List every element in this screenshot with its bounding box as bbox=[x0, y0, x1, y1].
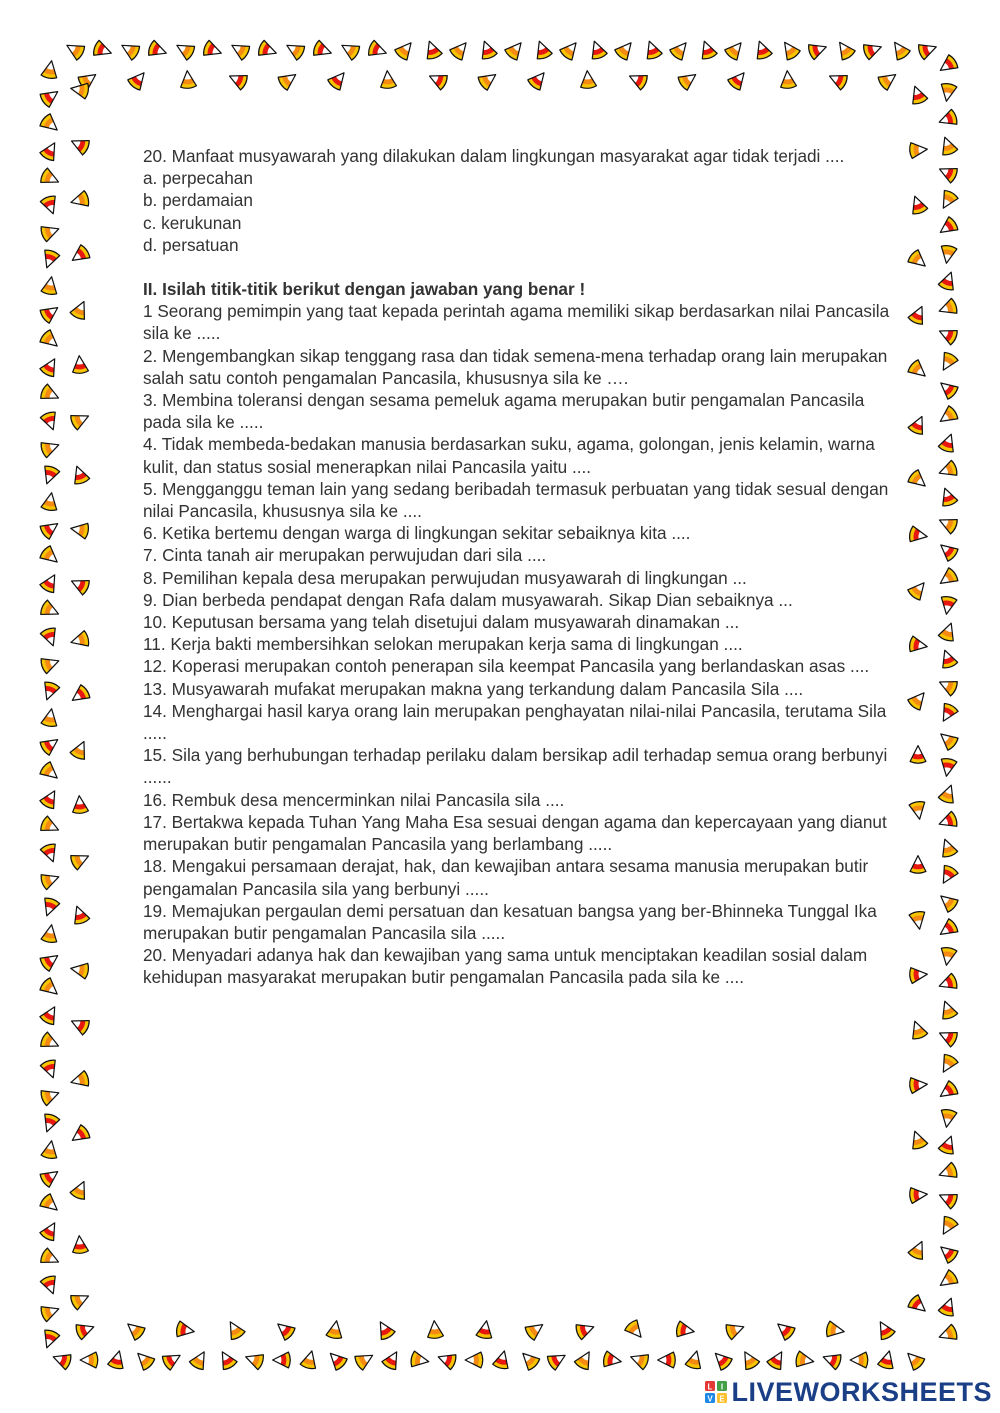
candy-corn-icon bbox=[910, 746, 926, 764]
candy-corn-icon bbox=[524, 1318, 548, 1341]
candy-corn-icon bbox=[909, 966, 928, 983]
candy-corn-icon bbox=[766, 1348, 789, 1371]
candy-corn-icon bbox=[936, 918, 960, 941]
candy-corn-icon bbox=[39, 949, 63, 972]
candy-corn-icon bbox=[39, 733, 63, 756]
fill-item: 2. Mengembangkan sikap tenggang rasa dan tidak semena-mena terhadap orang lain merupakan salah satu contoh pengamalan Pancasila, khususnya sila ke …. bbox=[143, 345, 888, 388]
candy-corn-icon bbox=[862, 39, 884, 60]
candy-corn-icon bbox=[69, 630, 90, 650]
candy-corn-icon bbox=[273, 1318, 297, 1341]
candy-corn-icon bbox=[40, 1301, 62, 1322]
candy-corn-icon bbox=[215, 1348, 238, 1371]
candy-corn-icon bbox=[39, 897, 60, 919]
candy-corn-icon bbox=[80, 1352, 98, 1368]
candy-corn-icon bbox=[669, 38, 692, 62]
candy-corn-icon bbox=[939, 82, 958, 102]
worksheet-content bbox=[143, 145, 903, 989]
candy-corn-icon bbox=[939, 757, 958, 777]
candy-corn-icon bbox=[807, 39, 829, 60]
candy-corn-icon bbox=[938, 782, 959, 804]
brand-text: LIVEWORKSHEETS bbox=[731, 1376, 992, 1407]
fill-item: 12. Koperasi merupakan contoh penerapan sila keempat Pancasila yang berlandaskan asas .... bbox=[143, 656, 870, 677]
spacer bbox=[143, 256, 903, 278]
candy-corn-icon bbox=[50, 1349, 72, 1370]
candy-corn-icon bbox=[243, 1349, 265, 1370]
candy-corn-icon bbox=[39, 1165, 63, 1188]
fill-item: 19. Memajukan pergaulan demi persatuan dan kesatuan bangsa yang ber-Bhinneka Tunggal Ika merupakan butir pengamalan Pancasila sila ..... bbox=[143, 900, 877, 943]
option-a: a. perpecahan bbox=[143, 168, 253, 189]
candy-corn-icon bbox=[628, 1349, 650, 1370]
candy-corn-icon bbox=[40, 653, 62, 674]
candy-corn-icon bbox=[39, 1003, 62, 1026]
candy-corn-icon bbox=[477, 68, 501, 91]
candy-corn-icon bbox=[69, 81, 89, 100]
candy-corn-icon bbox=[39, 167, 62, 189]
candy-corn-icon bbox=[937, 134, 958, 156]
candy-corn-icon bbox=[39, 681, 60, 703]
candy-corn-icon bbox=[173, 38, 196, 61]
candy-corn-icon bbox=[907, 1238, 929, 1261]
candy-corn-icon bbox=[69, 463, 90, 485]
candy-corn-icon bbox=[273, 1352, 291, 1368]
candy-corn-icon bbox=[939, 1108, 958, 1128]
candy-corn-icon bbox=[527, 68, 550, 92]
fill-item: 10. Keputusan bersama yang telah disetujui dalam musyawarah dinamakan ... bbox=[143, 612, 740, 633]
candy-corn-icon bbox=[642, 38, 663, 60]
candy-corn-icon bbox=[41, 1139, 60, 1159]
candy-corn-icon bbox=[189, 1348, 212, 1371]
candy-corn-icon bbox=[367, 40, 389, 61]
candy-corn-icon bbox=[587, 38, 608, 60]
option-b: b. perdamaian bbox=[143, 190, 253, 211]
candy-corn-icon bbox=[449, 38, 472, 62]
candy-corn-icon bbox=[820, 1349, 842, 1370]
candy-corn-icon bbox=[697, 38, 718, 60]
candy-corn-icon bbox=[938, 620, 959, 642]
candy-corn-icon bbox=[614, 38, 637, 62]
candy-corn-icon bbox=[69, 1178, 91, 1201]
liveworksheets-logo-icon bbox=[705, 1381, 727, 1403]
candy-corn-icon bbox=[39, 355, 62, 378]
candy-corn-icon bbox=[68, 244, 92, 267]
candy-corn-icon bbox=[938, 1295, 959, 1317]
candy-corn-icon bbox=[936, 298, 958, 319]
candy-corn-icon bbox=[936, 162, 959, 184]
candy-corn-icon bbox=[39, 1329, 60, 1351]
candy-corn-icon bbox=[39, 599, 62, 621]
candy-corn-icon bbox=[39, 787, 62, 810]
svg-text:V: V bbox=[707, 1394, 714, 1403]
candy-corn-icon bbox=[379, 70, 396, 89]
fill-item: 5. Mengganggu teman lain yang sedang beribadah termasuk perbuatan yang tidak sesual dengan nilai Pancasila, khususnya sila ke .... bbox=[143, 478, 889, 522]
candy-corn-icon bbox=[69, 738, 91, 761]
svg-text:L: L bbox=[708, 1382, 713, 1392]
candy-corn-icon bbox=[936, 109, 958, 130]
candy-corn-icon bbox=[69, 190, 90, 210]
candy-corn-icon bbox=[907, 578, 930, 602]
candy-corn-icon bbox=[39, 1247, 62, 1269]
candy-corn-icon bbox=[118, 38, 141, 61]
candy-corn-icon bbox=[936, 1188, 959, 1210]
candy-corn-icon bbox=[724, 38, 747, 62]
candy-corn-icon bbox=[917, 39, 939, 60]
candy-corn-icon bbox=[907, 469, 931, 492]
candy-corn-icon bbox=[161, 1348, 184, 1371]
candy-corn-icon bbox=[574, 1348, 597, 1371]
candy-corn-icon bbox=[327, 68, 350, 92]
candy-corn-icon bbox=[257, 40, 279, 61]
candy-corn-icon bbox=[795, 1351, 815, 1370]
fill-item: 8. Pemilihan kepala desa merupakan perwujudan musyawarah di lingkungan ... bbox=[143, 567, 747, 588]
candy-corn-icon bbox=[936, 728, 960, 751]
candy-corn-icon bbox=[68, 1124, 92, 1147]
candy-corn-icon bbox=[909, 800, 928, 820]
candy-corn-icon bbox=[71, 795, 88, 814]
candy-corn-icon bbox=[907, 83, 928, 105]
candy-corn-icon bbox=[435, 1349, 457, 1370]
candy-corn-icon bbox=[69, 521, 89, 540]
candy-corn-icon bbox=[40, 437, 62, 458]
candy-corn-icon bbox=[373, 1318, 396, 1341]
candy-corn-icon bbox=[825, 1321, 845, 1340]
question-20-stem: 20. Manfaat musyawarah yang dilakukan dalam lingkungan masyarakat agar tidak terjadi .... bbox=[143, 146, 845, 166]
candy-corn-icon bbox=[938, 1133, 959, 1155]
candy-corn-icon bbox=[936, 539, 960, 562]
candy-corn-icon bbox=[40, 843, 61, 865]
candy-corn-icon bbox=[727, 68, 750, 92]
fill-item: 11. Kerja bakti membersihkan selokan merupakan kerja sama di lingkungan .... bbox=[143, 634, 743, 655]
candy-corn-icon bbox=[907, 303, 929, 326]
candy-corn-icon bbox=[910, 856, 926, 874]
candy-corn-icon bbox=[39, 517, 63, 540]
candy-corn-icon bbox=[936, 54, 960, 77]
fill-item: 7. Cinta tanah air merupakan perwujudan dari sila .... bbox=[143, 545, 547, 566]
candy-corn-icon bbox=[725, 1319, 747, 1340]
candy-corn-icon bbox=[936, 973, 958, 994]
candy-corn-icon bbox=[936, 675, 959, 697]
candy-corn-icon bbox=[39, 571, 62, 594]
candy-corn-icon bbox=[907, 1128, 928, 1150]
candy-corn-icon bbox=[936, 1215, 959, 1238]
candy-corn-icon bbox=[40, 869, 62, 890]
candy-corn-icon bbox=[39, 1113, 60, 1135]
candy-corn-icon bbox=[381, 1348, 404, 1371]
fill-item: 15. Sila yang berhubungan terhadap perilaku dalam bersikap adil terhadap semua orang berbunyi ...... bbox=[143, 745, 888, 788]
candy-corn-icon bbox=[40, 1085, 62, 1106]
candy-corn-icon bbox=[41, 923, 60, 943]
candy-corn-icon bbox=[41, 59, 60, 79]
candy-corn-icon bbox=[779, 70, 796, 89]
candy-corn-icon bbox=[938, 431, 959, 453]
candy-corn-icon bbox=[936, 811, 958, 832]
candy-corn-icon bbox=[40, 411, 61, 433]
candy-corn-icon bbox=[710, 1348, 734, 1372]
candy-corn-icon bbox=[624, 1319, 647, 1343]
candy-corn-icon bbox=[476, 1319, 495, 1339]
candy-corn-icon bbox=[326, 1319, 345, 1339]
candy-corn-icon bbox=[575, 1319, 597, 1340]
candy-corn-icon bbox=[546, 1348, 569, 1371]
candy-corn-icon bbox=[936, 890, 960, 913]
candy-corn-icon bbox=[69, 903, 90, 925]
candy-corn-icon bbox=[937, 998, 958, 1020]
candy-corn-icon bbox=[826, 69, 849, 91]
option-c: c. kerukunan bbox=[143, 212, 242, 233]
fill-item: 14. Menghargai hasil karya orang lain merupakan penghayatan nilai-nilai Pancasila, terutama Sila ..... bbox=[143, 700, 887, 744]
candy-corn-icon bbox=[936, 216, 960, 239]
candy-corn-icon bbox=[39, 815, 62, 837]
candy-corn-icon bbox=[579, 70, 596, 89]
candy-corn-icon bbox=[936, 460, 958, 481]
candy-corn-icon bbox=[675, 1321, 695, 1340]
candy-corn-icon bbox=[677, 68, 701, 91]
candy-corn-icon bbox=[909, 910, 928, 930]
candy-corn-icon bbox=[939, 595, 958, 615]
candy-corn-icon bbox=[69, 1289, 92, 1311]
candy-corn-icon bbox=[39, 249, 60, 271]
candy-corn-icon bbox=[426, 69, 449, 91]
candy-corn-icon bbox=[907, 1294, 931, 1317]
candy-corn-icon bbox=[908, 526, 928, 545]
candy-corn-icon bbox=[937, 647, 958, 669]
candy-corn-icon bbox=[353, 1348, 376, 1371]
candy-corn-icon bbox=[394, 38, 417, 62]
fill-item: 13. Musyawarah mufakat merupakan makna yang terkandung dalam Pancasila Sila .... bbox=[143, 678, 804, 699]
candy-corn-icon bbox=[68, 574, 91, 596]
fill-item: 3. Membina toleransi dengan sesama pemeluk agama merupakan butir pengamalan Pancasila pada sila ke ..... bbox=[143, 390, 865, 433]
candy-corn-icon bbox=[223, 1318, 246, 1341]
candy-corn-icon bbox=[937, 836, 958, 858]
candy-corn-icon bbox=[228, 38, 251, 61]
candy-corn-icon bbox=[422, 38, 443, 60]
candy-corn-icon bbox=[68, 134, 91, 156]
candy-corn-icon bbox=[908, 636, 928, 655]
candy-corn-icon bbox=[477, 38, 498, 60]
candy-corn-icon bbox=[410, 1351, 430, 1370]
candy-corn-icon bbox=[909, 1186, 928, 1203]
candy-corn-icon bbox=[907, 193, 928, 215]
candy-corn-icon bbox=[902, 1348, 926, 1372]
candy-corn-icon bbox=[277, 68, 301, 91]
candy-corn-icon bbox=[132, 1348, 156, 1372]
candy-corn-icon bbox=[658, 1352, 676, 1368]
candy-corn-icon bbox=[850, 1352, 868, 1368]
candy-corn-icon bbox=[39, 545, 63, 568]
candy-corn-icon bbox=[939, 946, 958, 966]
candy-corn-icon bbox=[773, 1318, 797, 1341]
candy-corn-icon bbox=[907, 413, 929, 436]
candy-corn-icon bbox=[68, 1014, 91, 1036]
candy-corn-icon bbox=[39, 1031, 62, 1053]
candy-corn-icon bbox=[936, 324, 959, 346]
candy-corn-icon bbox=[179, 70, 196, 89]
candy-corn-icon bbox=[936, 1080, 960, 1103]
candy-corn-icon bbox=[936, 1241, 960, 1264]
candy-corn-icon bbox=[63, 38, 86, 61]
candy-corn-icon bbox=[71, 355, 88, 374]
fill-item: 20. Menyadari adanya hak dan kewajiban yang sama untuk menciptakan keadilan sosial dalam kehidupan masyarakat merupakan butir pengamalan Pancasila pada sila ke .... bbox=[143, 945, 868, 988]
candy-corn-icon bbox=[69, 849, 92, 871]
candy-corn-icon bbox=[40, 1059, 61, 1081]
candy-corn-icon bbox=[907, 249, 931, 272]
candy-corn-icon bbox=[123, 1318, 147, 1341]
candy-corn-icon bbox=[69, 1070, 90, 1090]
candy-corn-icon bbox=[39, 383, 62, 405]
option-d: d. persatuan bbox=[143, 234, 239, 255]
candy-corn-icon bbox=[909, 1076, 928, 1093]
candy-corn-icon bbox=[504, 38, 527, 62]
candy-corn-icon bbox=[936, 377, 960, 400]
fill-item: 1 Seorang pemimpin yang taat kepada perintah agama memiliki sikap berdasarkan nilai Pancasila sila ke ..... bbox=[143, 301, 890, 344]
candy-corn-icon bbox=[202, 40, 224, 61]
candy-corn-icon bbox=[907, 688, 930, 712]
candy-corn-icon bbox=[39, 1219, 62, 1242]
candy-corn-icon bbox=[40, 1275, 61, 1297]
candy-corn-icon bbox=[40, 221, 62, 242]
candy-corn-icon bbox=[492, 1349, 512, 1370]
fill-item: 18. Mengakui persamaan derajat, hak, dan kewajiban antara sesama manusia merupakan butir pengamalan Pancasila sila yang berbunyi ..... bbox=[143, 856, 869, 899]
candy-corn-icon bbox=[39, 301, 63, 324]
candy-corn-icon bbox=[936, 1269, 960, 1292]
svg-text:I: I bbox=[721, 1382, 724, 1392]
candy-corn-icon bbox=[909, 141, 928, 158]
candy-corn-icon bbox=[559, 38, 582, 62]
candy-corn-icon bbox=[39, 113, 63, 136]
candy-corn-icon bbox=[685, 1349, 705, 1370]
candy-corn-icon bbox=[936, 405, 960, 428]
candy-corn-icon bbox=[39, 1193, 63, 1216]
candy-corn-icon bbox=[71, 1235, 88, 1254]
candy-corn-icon bbox=[226, 69, 249, 91]
candy-corn-icon bbox=[888, 38, 911, 62]
candy-corn-icon bbox=[175, 1321, 195, 1340]
candy-corn-icon bbox=[69, 298, 91, 321]
candy-corn-icon bbox=[938, 269, 959, 291]
candy-corn-icon bbox=[39, 329, 63, 352]
candy-corn-icon bbox=[69, 409, 92, 431]
candy-corn-icon bbox=[39, 85, 63, 108]
candy-corn-icon bbox=[517, 1348, 541, 1372]
candy-corn-icon bbox=[39, 139, 62, 162]
candy-corn-icon bbox=[39, 465, 60, 487]
fill-item: 4. Tidak membeda-bedakan manusia berdasarkan suku, agama, golongan, jenis kelamin, warna kulit, dan status sosial menerapkan nilai Pancasila yaitu .... bbox=[143, 434, 875, 477]
candy-corn-icon bbox=[936, 513, 959, 535]
fill-item: 17. Bertakwa kepada Tuhan Yang Maha Esa sesuai dengan agama dan kepercayaan yang dianut merupakan butir pengamalan Pancasila yang berlambang ..... bbox=[143, 811, 887, 855]
candy-corn-icon bbox=[147, 40, 169, 61]
candy-corn-icon bbox=[75, 1319, 97, 1340]
candy-corn-icon bbox=[68, 684, 92, 707]
candy-corn-icon bbox=[39, 761, 63, 784]
candy-corn-icon bbox=[778, 38, 801, 62]
svg-text:E: E bbox=[719, 1394, 726, 1403]
candy-corn-icon bbox=[40, 195, 61, 217]
candy-corn-icon bbox=[936, 189, 959, 212]
candy-corn-icon bbox=[127, 68, 150, 92]
candy-corn-icon bbox=[602, 1351, 622, 1370]
candy-corn-icon bbox=[92, 40, 114, 61]
candy-corn-icon bbox=[738, 1348, 761, 1371]
candy-corn-icon bbox=[936, 1053, 959, 1076]
candy-corn-icon bbox=[426, 1320, 443, 1339]
candy-corn-icon bbox=[41, 707, 60, 727]
candy-corn-icon bbox=[325, 1348, 349, 1372]
candy-corn-icon bbox=[939, 244, 958, 264]
candy-corn-icon bbox=[532, 38, 553, 60]
candy-corn-icon bbox=[936, 351, 959, 374]
candy-corn-icon bbox=[907, 359, 931, 382]
candy-corn-icon bbox=[936, 1324, 958, 1345]
candy-corn-icon bbox=[338, 38, 361, 61]
candy-corn-icon bbox=[877, 1349, 897, 1370]
candy-corn-icon bbox=[936, 702, 959, 725]
fill-item: 6. Ketika bertemu dengan warga di lingkungan sekitar sebaiknya kita .... bbox=[143, 523, 691, 544]
section-heading: II. Isilah titik-titik berikut dengan jawaban yang benar ! bbox=[143, 279, 586, 300]
candy-corn-icon bbox=[936, 864, 959, 887]
candy-corn-icon bbox=[752, 38, 773, 60]
candy-corn-icon bbox=[833, 38, 856, 62]
candy-corn-icon bbox=[283, 38, 306, 61]
candy-corn-icon bbox=[107, 1349, 127, 1370]
candy-corn-icon bbox=[69, 961, 89, 980]
candy-corn-icon bbox=[41, 275, 60, 295]
candy-corn-icon bbox=[312, 40, 334, 61]
candy-corn-icon bbox=[877, 68, 901, 91]
candy-corn-icon bbox=[907, 1018, 928, 1040]
candy-corn-icon bbox=[937, 485, 958, 507]
fill-item: 9. Dian berbeda pendapat dengan Rafa dalam musyawarah. Sikap Dian sebaiknya ... bbox=[143, 589, 793, 610]
candy-corn-icon bbox=[626, 69, 649, 91]
candy-corn-icon bbox=[873, 1318, 896, 1341]
fill-item: 16. Rembuk desa mencerminkan nilai Pancasila sila .... bbox=[143, 789, 565, 810]
candy-corn-icon bbox=[39, 977, 63, 1000]
candy-corn-icon bbox=[300, 1349, 320, 1370]
candy-corn-icon bbox=[936, 567, 960, 590]
liveworksheets-brand bbox=[705, 1377, 992, 1407]
candy-corn-icon bbox=[465, 1352, 483, 1368]
candy-corn-icon bbox=[936, 1162, 958, 1183]
candy-corn-icon bbox=[40, 627, 61, 649]
candy-corn-icon bbox=[41, 491, 60, 511]
candy-corn-icon bbox=[936, 1026, 959, 1048]
